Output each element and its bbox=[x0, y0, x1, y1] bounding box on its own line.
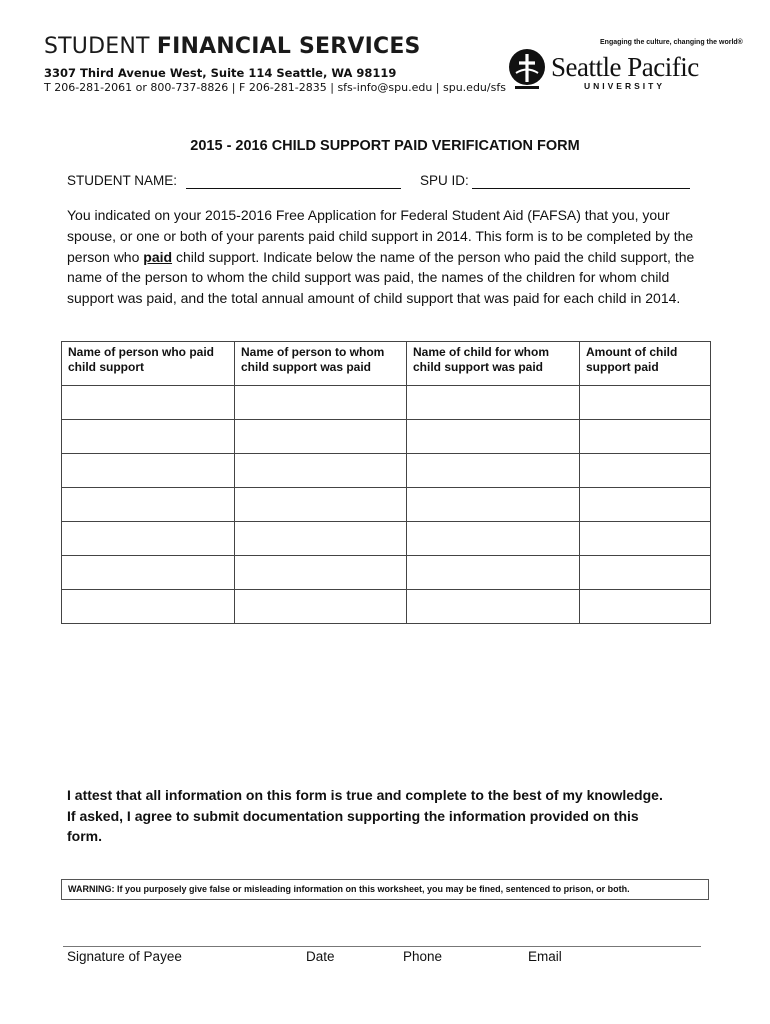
org-title-light: STUDENT bbox=[44, 34, 157, 59]
instructions-part2: child support. Indicate below the name of the person who paid the child support, the name of the person to whom the child support was paid, the names of the children for whom child support was paid, and the total annual amount of child support that was paid for each child in 2014. bbox=[67, 248, 695, 307]
column-header-amount: Amount of child support paid bbox=[580, 342, 711, 386]
org-title-bold: FINANCIAL SERVICES bbox=[156, 34, 421, 59]
table-row bbox=[62, 386, 711, 420]
signature-phone-label: Phone bbox=[403, 949, 443, 964]
spu-id-field[interactable] bbox=[472, 188, 690, 189]
table-cell[interactable] bbox=[235, 522, 407, 556]
university-subname: UNIVERSITY bbox=[584, 81, 666, 91]
table-cell[interactable] bbox=[580, 522, 711, 556]
org-address: 3307 Third Avenue West, Suite 114 Seattle, WA 98119 bbox=[44, 66, 397, 80]
student-name-label: STUDENT NAME: bbox=[67, 173, 178, 188]
signature-line[interactable] bbox=[63, 946, 701, 947]
university-tagline: Engaging the culture, changing the world® bbox=[600, 39, 743, 46]
table-row bbox=[62, 590, 711, 624]
table-cell[interactable] bbox=[407, 590, 580, 624]
university-logo-icon bbox=[507, 46, 547, 92]
table-cell[interactable] bbox=[62, 488, 235, 522]
warning-box: WARNING: If you purposely give false or misleading information on this worksheet, you may be fined, sentenced to prison, or both. bbox=[61, 879, 709, 900]
child-support-table bbox=[61, 341, 711, 624]
table-cell[interactable] bbox=[407, 420, 580, 454]
table-cell[interactable] bbox=[580, 454, 711, 488]
table-cell[interactable] bbox=[407, 522, 580, 556]
table-cell[interactable] bbox=[62, 590, 235, 624]
signature-date-label: Date bbox=[306, 949, 335, 964]
table-cell[interactable] bbox=[62, 420, 235, 454]
table-cell[interactable] bbox=[407, 488, 580, 522]
column-header-child: Name of child for whom child support was paid bbox=[407, 342, 580, 386]
instructions bbox=[67, 205, 707, 309]
table-cell[interactable] bbox=[235, 556, 407, 590]
table-header-row bbox=[62, 342, 711, 386]
org-contact: T 206-281-2061 or 800-737-8826 | F 206-281-2835 | sfs-info@spu.edu | spu.edu/sfs bbox=[44, 81, 506, 94]
table-cell[interactable] bbox=[235, 386, 407, 420]
table-cell[interactable] bbox=[62, 454, 235, 488]
table-row bbox=[62, 454, 711, 488]
instructions-part1: You indicated on your 2015-2016 Free Application for Federal Student Aid (FAFSA) that you, your spouse, or one or both of your parents paid child support in 2014. This form is to be completed by the person who bbox=[67, 207, 694, 265]
table-cell[interactable] bbox=[580, 488, 711, 522]
form-title: 2015 - 2016 CHILD SUPPORT PAID VERIFICATION FORM bbox=[190, 138, 580, 154]
table-cell[interactable] bbox=[235, 420, 407, 454]
table-cell[interactable] bbox=[62, 386, 235, 420]
table-cell[interactable] bbox=[407, 556, 580, 590]
table-cell[interactable] bbox=[580, 556, 711, 590]
column-header-payer: Name of person who paid child support bbox=[62, 342, 235, 386]
org-title bbox=[44, 34, 421, 59]
attestation-text: I attest that all information on this form is true and complete to the best of my knowledge. If asked, I agree to submit documentation supporting the information provided on this form. bbox=[67, 787, 663, 844]
table-row bbox=[62, 420, 711, 454]
table-row bbox=[62, 556, 711, 590]
instructions-emphasis: paid bbox=[143, 248, 173, 265]
student-name-field[interactable] bbox=[186, 188, 401, 189]
table-row bbox=[62, 522, 711, 556]
column-header-recipient: Name of person to whom child support was paid bbox=[235, 342, 407, 386]
table-cell[interactable] bbox=[580, 420, 711, 454]
table-cell[interactable] bbox=[235, 590, 407, 624]
signature-payee-label: Signature of Payee bbox=[67, 949, 182, 964]
table-row bbox=[62, 488, 711, 522]
table-cell[interactable] bbox=[235, 488, 407, 522]
spu-id-label: SPU ID: bbox=[420, 173, 469, 188]
university-name: Seattle Pacific bbox=[551, 52, 699, 82]
table-cell[interactable] bbox=[407, 386, 580, 420]
table-cell[interactable] bbox=[62, 522, 235, 556]
table-cell[interactable] bbox=[62, 556, 235, 590]
table-cell[interactable] bbox=[580, 386, 711, 420]
table-cell[interactable] bbox=[235, 454, 407, 488]
table-cell[interactable] bbox=[407, 454, 580, 488]
signature-email-label: Email bbox=[528, 949, 562, 964]
table-cell[interactable] bbox=[580, 590, 711, 624]
